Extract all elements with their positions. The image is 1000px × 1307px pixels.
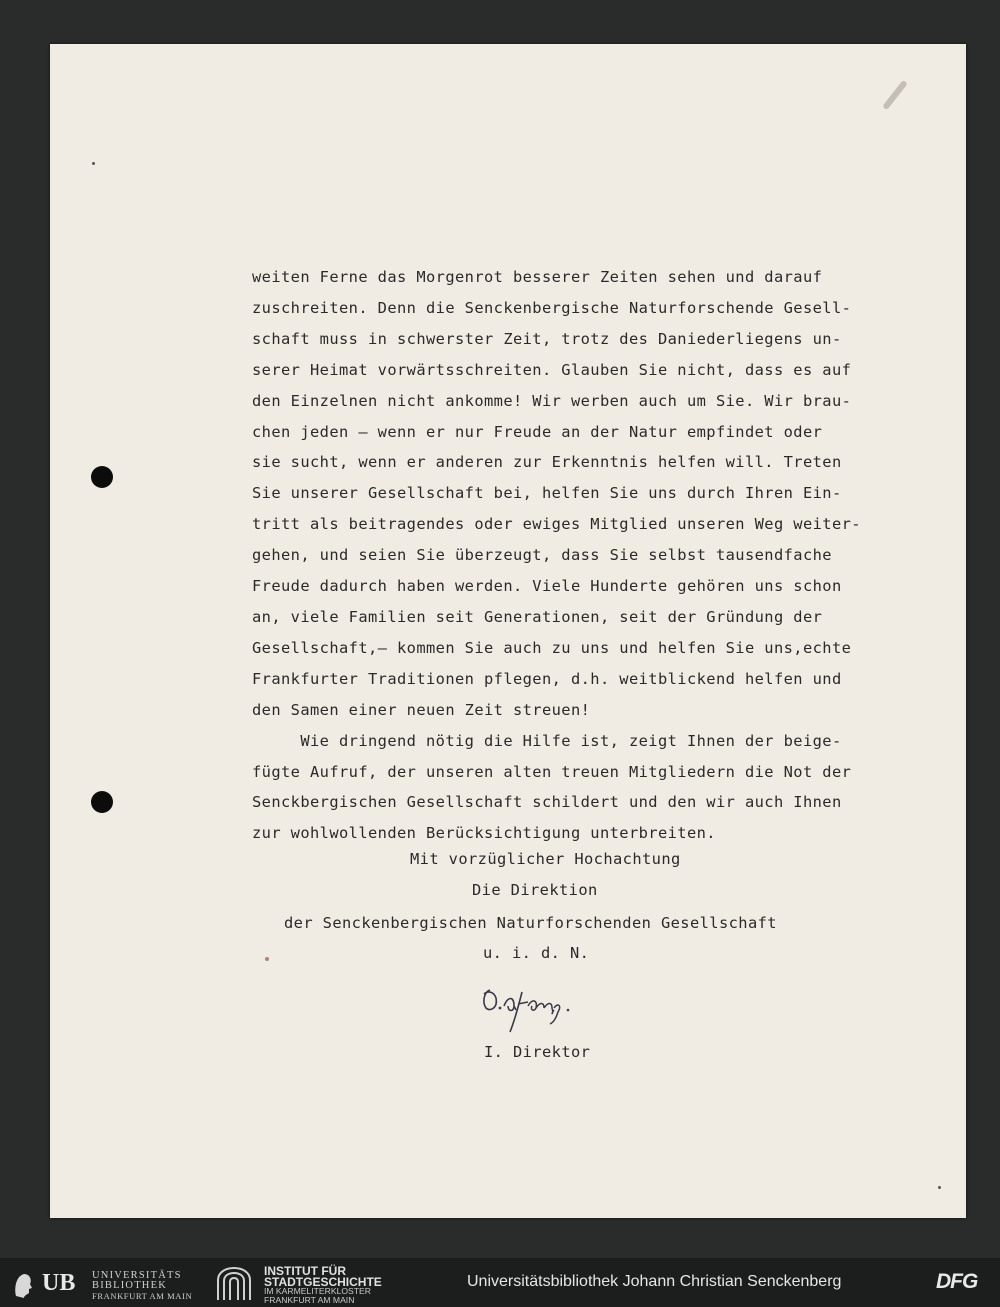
punch-hole-bottom <box>91 791 113 813</box>
letter-line: Sie unserer Gesellschaft bei, helfen Sie uns durch Ihren Ein- <box>252 484 842 503</box>
isg-logo-lines <box>264 1266 382 1305</box>
letter-body <box>252 262 920 849</box>
letter-line: Freude dadurch haben werden. Viele Hunderte gehören uns schon <box>252 577 842 596</box>
isg-line: INSTITUT FÜR <box>264 1264 346 1278</box>
signatory-title: I. Direktor <box>484 1043 591 1061</box>
dfg-logo: DFG <box>936 1270 978 1293</box>
closing-org-line-2: der Senckenbergischen Naturforschenden Gesellschaft <box>284 914 777 932</box>
letter-line: Gesellschaft,— kommen Sie auch zu uns und helfen Sie uns,echte <box>252 638 852 657</box>
ub-logo-text: UB <box>42 1270 76 1296</box>
letter-line: den Samen einer neuen Zeit streuen! <box>252 700 591 719</box>
isg-line: FRANKFURT AM MAIN <box>264 1295 355 1305</box>
letter-line: Senckbergischen Gesellschaft schildert und den wir auch Ihnen <box>252 793 842 812</box>
ub-line: FRANKFURT AM MAIN <box>92 1291 193 1301</box>
closing-org-line-1: Die Direktion <box>472 881 598 899</box>
viewer-footer <box>0 1258 1000 1307</box>
goethe-portrait-icon <box>6 1268 38 1300</box>
letter-line: an, viele Familien seit Generationen, seit der Gründung der <box>252 607 823 626</box>
letter-line: weiten Ferne das Morgenrot besserer Zeiten sehen und darauf <box>252 268 823 286</box>
library-title: Universitätsbibliothek Johann Christian Senckenberg <box>467 1273 842 1290</box>
ub-line: BIBLIOTHEK <box>92 1280 167 1291</box>
closing-greeting: Mit vorzüglicher Hochachtung <box>410 850 681 868</box>
letter-line: sie sucht, wenn er anderen zur Erkenntnis helfen will. Treten <box>252 453 842 472</box>
isg-line: IM KARMELITERKLOSTER <box>264 1286 371 1296</box>
isg-line: STADTGESCHICHTE <box>264 1274 382 1289</box>
letter-line: chen jeden — wenn er nur Freude an der Natur empfindet oder <box>252 422 823 441</box>
letter-line: gehen, und seien Sie überzeugt, dass Sie selbst tausendfache <box>252 546 832 565</box>
ub-logo-lines <box>92 1271 192 1301</box>
handwritten-signature <box>470 978 580 1038</box>
letter-line: Frankfurter Traditionen pflegen, d.h. weitblickend helfen und <box>252 669 842 688</box>
paper-speck <box>938 1186 941 1189</box>
letter-line: fügte Aufruf, der unseren alten treuen Mitgliedern die Not der <box>252 762 852 781</box>
punch-hole-top <box>91 466 113 488</box>
letter-line: den Einzelnen nicht ankomme! Wir werben auch um Sie. Wir brau- <box>252 391 852 410</box>
letter-line: Wie dringend nötig die Hilfe ist, zeigt Ihnen der beige- <box>252 731 842 750</box>
letter-line: zur wohlwollenden Berücksichtigung unterbreiten. <box>252 824 716 843</box>
paper-speck <box>92 162 95 165</box>
ub-line: UNIVERSITÄTS <box>92 1270 182 1281</box>
letter-line: zuschreiten. Denn die Senckenbergische Naturforschende Gesell- <box>252 298 852 317</box>
letter-line: schaft muss in schwerster Zeit, trotz des Daniederliegens un- <box>252 329 842 348</box>
letter-line: serer Heimat vorwärtsschreiten. Glauben Sie nicht, dass es auf <box>252 360 852 379</box>
closing-on-behalf: u. i. d. N. <box>483 944 590 962</box>
arch-building-icon <box>214 1266 254 1302</box>
letter-line: tritt als beitragendes oder ewiges Mitglied unseren Weg weiter- <box>252 515 861 534</box>
